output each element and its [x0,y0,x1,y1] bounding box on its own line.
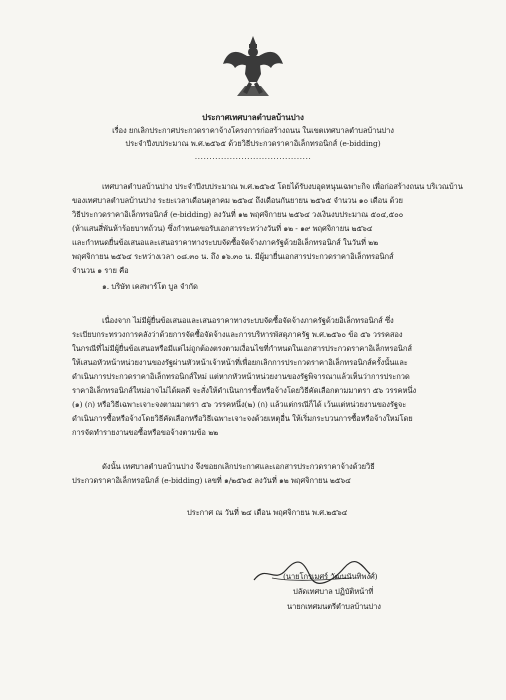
paragraph-2-line: การจัดทำรายงานขอซื้อหรือขอจ้างตามข้อ ๒๒ [72,428,219,437]
paragraph-1-line: ของเทศบาลตำบลบ้านปาง ระยะเวลาเดือนตุลาคม ๒๕๖๔ ถึงเดือนกันยายน ๒๕๖๕ จำนวน ๑๐ เดือน ด้วย [72,196,403,205]
divider: ........................................ [194,152,312,161]
paragraph-2-line: เนื่องจาก ไม่มีผู้ยื่นข้อเสนอและเสนอราคาทางระบบจัดซื้อจัดจ้างภาครัฐด้วยอิเล็กทรอนิกส์ ซึ่ง [102,316,394,325]
paragraph-1-line: เทศบาลตำบลบ้านปาง ประจำปีงบประมาณ พ.ศ.๒๕๖๕ โดยได้รับงบอุดหนุนเฉพาะกิจ เพื่อก่อสร้างถนน บริเวณบ้าน [102,182,463,191]
subject-line-2: ประจำปีงบประมาณ พ.ศ.๒๕๖๕ ด้วยวิธีประกวดราคาอิเล็กทรอนิกส์ (e-bidding) [125,139,381,148]
paragraph-2-line: ราคาอิเล็กทรอนิกส์ใหม่อาจไม่ได้ผลดี จะสั่งให้ดำเนินการซื้อหรือจ้างโดยวิธีคัดเลือกตามมาตรา ๕๖ วรรคหนึ่ง [72,386,417,395]
signatory-name: (นายโกรเมศร์ วัฒนนันทิพงศ์) [283,572,378,581]
paragraph-2-line: (๑) (ก) หรือวิธีเฉพาะเจาะจงตามมาตรา ๕๖ วรรคหนึ่ง(๒) (ก) แล้วแต่กรณีก็ได้ เว้นแต่หน่วยงานของรัฐจะ [72,400,407,409]
document-title: ประกาศเทศบาลตำบลบ้านปาง [202,112,304,122]
paragraph-2-line: ดำเนินการซื้อหรือจ้างโดยวิธีคัดเลือกหรือวิธีเฉพาะเจาะจงด้วยเหตุอื่น ให้เริ่มกระบวนการซื้อหรือจ้างใหม่โดย [72,414,413,423]
garuda-emblem-icon [221,34,285,98]
paragraph-1-line: และกำหนดยื่นข้อเสนอและเสนอราคาทางระบบจัดซื้อจัดจ้างภาครัฐด้วยอิเล็กทรอนิกส์ ในวันที่ ๒๒ [72,238,378,247]
signatory-position-1: ปลัดเทศบาล ปฏิบัติหน้าที่ [293,587,374,596]
paragraph-3-line: ประกวดราคาอิเล็กทรอนิกส์ (e-bidding) เลขที่ ๑/๒๕๖๕ ลงวันที่ ๑๒ พฤศจิกายน ๒๕๖๔ [72,476,351,485]
paragraph-2-line: ให้เสนอหัวหน้าหน่วยงานของรัฐผ่านหัวหน้าเจ้าหน้าที่เพื่อยกเลิกการประกวดราคาอิเล็กทรอนิกส์ครั้งนั้นและ [72,358,408,367]
signatory-position-2: นายกเทศมนตรีตำบลบ้านปาง [287,602,381,611]
paragraph-1-line: พฤศจิกายน ๒๕๖๔ ระหว่างเวลา ๐๘.๓๐ น. ถึง ๑๖.๓๐ น. มีผู้มายื่นเอกสารประกวดราคาอิเล็กทรอนิกส์ [72,252,394,261]
paragraph-1-line: จำนวน ๑ ราย คือ [72,266,129,275]
subject-line-1: เรื่อง ยกเลิกประกาศประกวดราคาจ้างโครงการก่อสร้างถนน ในเขตเทศบาลตำบลบ้านปาง [112,126,394,135]
paragraph-2-line: ในกรณีที่ไม่มีผู้ยื่นข้อเสนอหรือมีแต่ไม่ถูกต้องตรงตามเงื่อนไขที่กำหนดในเอกสารประกวดราคาอิเล็กทรอนิกส์ [72,344,412,353]
paragraph-1-line: (ห้าแสนสี่พันห้าร้อยบาทถ้วน) ซึ่งกำหนดขอรับเอกสารระหว่างวันที่ ๑๒ - ๑๙ พฤศจิกายน ๒๕๖๔ [72,224,373,233]
paragraph-2-line: ระเบียบกระทรวงการคลังว่าด้วยการจัดซื้อจัดจ้างและการบริหารพัสดุภาครัฐ พ.ศ.๒๕๖๐ ข้อ ๕๖ วรรคสอง [72,330,403,339]
paragraph-2-line: ดำเนินการประกวดราคาอิเล็กทรอนิกส์ใหม่ แต่หากหัวหน้าหน่วยงานของรัฐพิจารณาแล้วเห็นว่าการประกวด [72,372,410,381]
paragraph-3-line: ดังนั้น เทศบาลตำบลบ้านปาง จึงขอยกเลิกประกาศและเอกสารประกวดราคาจ้างด้วยวิธี [102,462,375,471]
bidder-item: ๑. บริษัท เคสพาร์โต บูล จำกัด [102,282,198,291]
paragraph-1-line: วิธีประกวดราคาอิเล็กทรอนิกส์ (e-bidding) ลงวันที่ ๑๒ พฤศจิกายน ๒๕๖๔ วงเงินงบประมาณ ๕๐๔,๕๐๐ [72,210,404,219]
announcement-date: ประกาศ ณ วันที่ ๒๔ เดือน พฤศจิกายน พ.ศ.๒๕๖๔ [187,508,348,517]
